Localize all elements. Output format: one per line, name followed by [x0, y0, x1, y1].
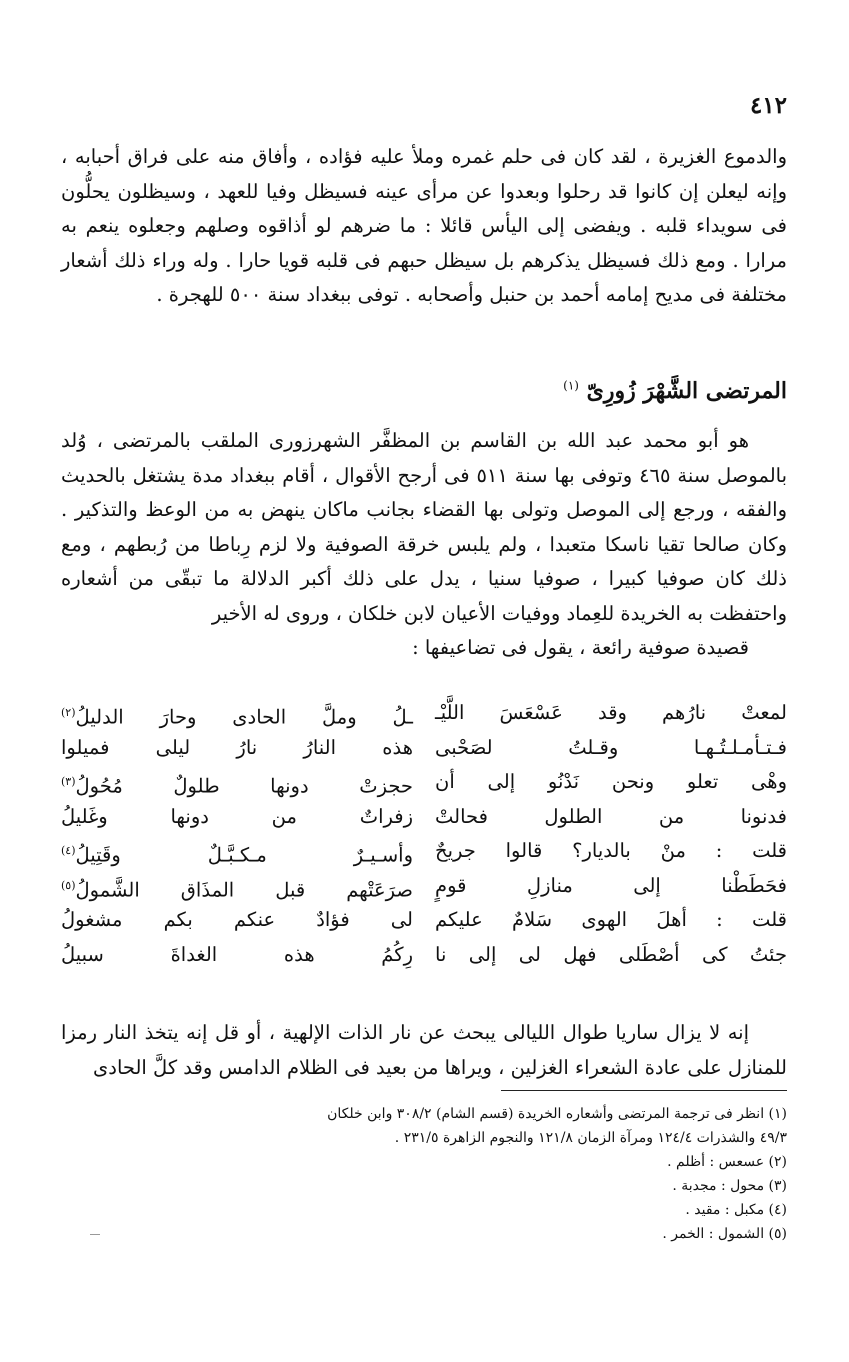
poem-intro-line: قصيدة صوفية رائعة ، يقول فى تضاعيفها :	[412, 636, 749, 659]
footnote-ref: (٣)	[61, 775, 76, 788]
verse-second-hemistich: زفراتٌ من دونها وغَليلُ	[61, 804, 413, 828]
footnote-ref: (١)	[563, 378, 579, 393]
verse-second-hemistich	[61, 696, 413, 731]
footnote-ref: (٥)	[61, 878, 76, 892]
margin-mark	[90, 1234, 100, 1235]
verse-first-hemistich: جئتُ كى أصْطَلى فهل لى إلى نا	[435, 942, 787, 966]
footnotes	[307, 1102, 787, 1246]
verse-second-hemistich: رِكُمُ هذه الغداةَ سبيلُ	[61, 942, 413, 966]
closing-text: إنه لا يزال ساريا طوال الليالى يبحث عن نار الذات الإلهية ، أو قل إنه يتخذ النار رمزا للمنازل على عادة الشعراء الغزلين ، ويراها من بعيد فى الظلام الدامس وقد كلَّ الحادى	[61, 1021, 787, 1079]
footnote-1: (١) انظر فى ترجمة المرتضى وأشعاره الخريدة (قسم الشام) ٣٠٨/٢ وابن خلكان ٤٩/٣ والشذرات ١٢٤/٤ ومرآة الزمان ١٢١/٨ والنجوم الزاهرة ٢٣١/٥ .	[327, 1106, 787, 1146]
verse-first-hemistich: لمعتْ نارُهم وقد عَسْعَسَ اللَّيْـ	[435, 701, 787, 724]
verse-second-hemistich	[61, 869, 413, 904]
poem-verse	[61, 800, 787, 835]
verse-text: وأسـيـرٌ مـكـبَّـلٌ وقَتِيلُ	[75, 843, 413, 867]
footnote-5: (٥) الشمول : الخمر .	[662, 1226, 787, 1242]
footnote-4: (٤) مكبل : مقيد .	[685, 1202, 787, 1218]
page-number: ٤١٢	[749, 92, 787, 119]
verse-text: ـلُ وملَّ الحادى وحارَ الدليلُ	[75, 705, 413, 729]
poem-verse	[61, 938, 787, 973]
section-heading	[563, 378, 787, 404]
verse-first-hemistich: فدنونا من الطلول فحالتْ	[435, 804, 787, 828]
poem	[61, 696, 787, 972]
verse-text: صرَعَتْهم قبل المذَاق الشَّمولُ	[75, 878, 413, 901]
poem-verse	[61, 903, 787, 938]
footnote-ref: (٤)	[61, 844, 76, 857]
closing-paragraph	[61, 1016, 787, 1085]
verse-text: حجزتْ دونها طلولٌ مُحُولُ	[75, 774, 413, 798]
heading-title: المرتضى الشَّهْرَ زُورِىّ	[586, 378, 787, 404]
verse-second-hemistich: هذه النارُ نارُ ليلى فميلوا	[61, 735, 413, 759]
poem-verse	[61, 834, 787, 869]
biography-paragraph: هو أبو محمد عبد الله بن القاسم بن المظفَّر الشهرزورى الملقب بالمرتضى ، وُلد بالموصل سنة ٤٦٥ وتوفى بها سنة ٥١١ فى أرجح الأقوال ، أقام ببغداد مدة يشتغل بالحديث والفقه ، ورجع إلى الموصل وتولى بها القضاء بجانب ماكان ينهض به من الوعظ والتذكير . وكان صالحا تقيا ناسكا متعبدا ، ولم يلبس خرقة الصوفية ولا لزم رِباطا من رُبطهم ، ومع ذلك كان صوفيا كبيرا ، صوفيا سنيا ، يدل على ذلك أكبر الدلالة ما تبقّى من أشعاره واحتفظت به الخريدة للعِماد ووفيات الأعيان لابن خلكان ، وروى له الأخير	[61, 429, 787, 625]
verse-first-hemistich: قلت : أهلَ الهوى سَلامٌ عليكم	[435, 908, 787, 931]
footnote-divider	[501, 1090, 787, 1091]
intro-paragraph	[61, 140, 787, 313]
verse-second-hemistich: لى فؤادٌ عنكم بكم مشغولُ	[61, 908, 413, 931]
footnote-3: (٣) محول : مجدبة .	[672, 1178, 787, 1194]
poem-verse	[61, 765, 787, 800]
footnote-ref: (٢)	[61, 706, 76, 719]
verse-first-hemistich: وهْى تعلو ونحن نَدْنُو إلى أن	[435, 770, 787, 793]
intro-text: والدموع الغزيرة ، لقد كان فى حلم غمره وملأ عليه فؤاده ، وأفاق منه على فراق أحبابه ، وإنه ليعلن إن كانوا قد رحلوا وبعدوا عن مرأى عينه فسيظل وفيا للعهد ، وسيظلون يحلُّون فى سويداء قلبه . ويفضى إلى اليأس قائلا : ما ضرهم لو أذاقوه وصلهم وجعلوه ينعم به مرارا . ومع ذلك فسيظل يذكرهم بل سيظل حبهم فى قلبه قويا حارا . وله وراء ذلك أشعار مختلفة فى مديح إمامه أحمد بن حنبل وأصحابه . توفى ببغداد سنة ٥٠٠ للهجرة .	[61, 145, 787, 306]
poem-verse	[61, 869, 787, 904]
verse-first-hemistich: قلت : منْ بالديار؟ قالوا جريحٌ	[435, 839, 787, 862]
verse-second-hemistich	[61, 834, 413, 869]
poem-verse	[61, 696, 787, 731]
verse-first-hemistich: فـتـأمـلـتُـهـا وقـلتُ لصَحْبى	[435, 735, 787, 759]
footnote-2: (٢) عسعس : أظلم .	[667, 1154, 787, 1170]
biography	[61, 424, 787, 666]
verse-first-hemistich: فحَطَطْنا إلى منازلِ قومٍ	[435, 873, 787, 897]
poem-verse	[61, 731, 787, 766]
verse-second-hemistich	[61, 765, 413, 800]
